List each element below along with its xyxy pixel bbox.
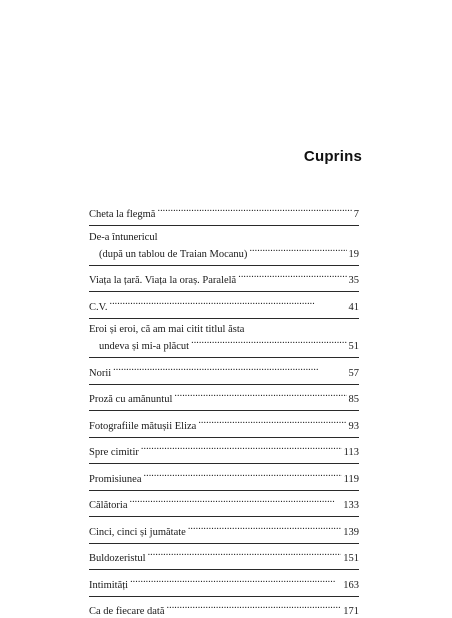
dot-leader xyxy=(109,297,346,310)
toc-page-number: 7 xyxy=(353,209,359,220)
divider xyxy=(89,265,359,266)
toc-page-number: 133 xyxy=(343,500,359,511)
toc-entry[interactable] xyxy=(89,495,359,512)
dot-leader xyxy=(174,389,346,402)
toc-page-number: 51 xyxy=(348,341,359,352)
divider xyxy=(89,357,359,358)
toc-entry-title: Călătoria xyxy=(89,500,128,511)
toc-page-number: 85 xyxy=(348,394,359,405)
toc-entry-title: Eroi și eroi, că am mai citit titlul ăsta xyxy=(89,324,245,335)
dot-leader xyxy=(238,270,346,283)
toc-entry-title: Viața la țară. Viața la oraș. Paralelă xyxy=(89,275,237,286)
dot-leader xyxy=(148,548,342,561)
toc-entry[interactable] xyxy=(89,204,359,221)
toc-entry-subtitle: (după un tablou de Traian Mocanu) xyxy=(99,248,248,260)
toc-page-number: 171 xyxy=(343,606,359,617)
dot-leader xyxy=(113,363,346,376)
dot-leader xyxy=(198,416,346,429)
toc-entry-title: Cheta la flegmă xyxy=(89,209,156,220)
toc-entry-title: Norii xyxy=(89,367,112,379)
toc-entry[interactable] xyxy=(89,522,359,539)
divider xyxy=(89,569,359,570)
divider xyxy=(89,291,359,292)
dot-leader xyxy=(157,204,351,217)
toc-page-number: 41 xyxy=(348,301,359,313)
toc-entry[interactable] xyxy=(89,442,359,459)
toc-entry[interactable] xyxy=(89,469,359,486)
toc-entry-title: Intimități xyxy=(89,579,129,591)
table-of-contents xyxy=(89,204,359,618)
page-title: Cuprins xyxy=(303,148,362,165)
toc-entry-title: Proză cu amănuntul xyxy=(89,394,173,405)
divider xyxy=(89,384,359,385)
divider xyxy=(89,318,359,319)
dot-leader xyxy=(191,336,346,349)
dot-leader xyxy=(129,495,341,508)
toc-entry-title: Spre cimitir xyxy=(89,447,139,458)
toc-page-number: 151 xyxy=(343,553,359,564)
toc-entry[interactable] xyxy=(89,323,359,353)
toc-entry[interactable] xyxy=(89,548,359,565)
divider xyxy=(89,516,359,517)
toc-entry-title: C.V. xyxy=(89,301,108,313)
toc-page-number: 139 xyxy=(343,526,359,538)
toc-entry-title: Ca de fiecare dată xyxy=(89,606,165,617)
toc-page-number: 57 xyxy=(348,367,359,379)
toc-entry[interactable] xyxy=(89,389,359,406)
toc-entry-title: Buldozeristul xyxy=(89,553,146,564)
toc-page-number: 163 xyxy=(343,579,359,591)
toc-entry[interactable] xyxy=(89,363,359,380)
toc-entry-title: De-a întunericul xyxy=(89,231,158,243)
toc-entry[interactable] xyxy=(89,231,359,261)
divider xyxy=(89,437,359,438)
divider xyxy=(89,463,359,464)
toc-entry[interactable] xyxy=(89,297,359,314)
toc-page-number: 119 xyxy=(343,473,359,485)
toc-page-number: 19 xyxy=(348,248,359,260)
toc-page-number: 93 xyxy=(348,420,359,432)
dot-leader xyxy=(141,442,342,455)
dot-leader xyxy=(188,522,341,535)
divider xyxy=(89,490,359,491)
divider xyxy=(89,543,359,544)
dot-leader xyxy=(167,601,342,614)
toc-entry-subtitle: undeva și mi-a plăcut xyxy=(99,341,190,352)
dot-leader xyxy=(144,469,342,482)
toc-entry-title: Fotografiile mătușii Eliza xyxy=(89,420,197,432)
dot-leader xyxy=(249,244,346,257)
divider xyxy=(89,410,359,411)
toc-entry[interactable] xyxy=(89,601,359,618)
divider xyxy=(89,225,359,226)
toc-entry-title: Cinci, cinci și jumătate xyxy=(89,526,186,538)
toc-page-number: 35 xyxy=(348,275,359,286)
divider xyxy=(89,596,359,597)
toc-entry-title: Promisiunea xyxy=(89,473,142,485)
toc-page-number: 113 xyxy=(343,447,359,458)
toc-entry[interactable] xyxy=(89,575,359,592)
toc-entry[interactable] xyxy=(89,270,359,287)
toc-entry[interactable] xyxy=(89,416,359,433)
dot-leader xyxy=(130,575,341,588)
